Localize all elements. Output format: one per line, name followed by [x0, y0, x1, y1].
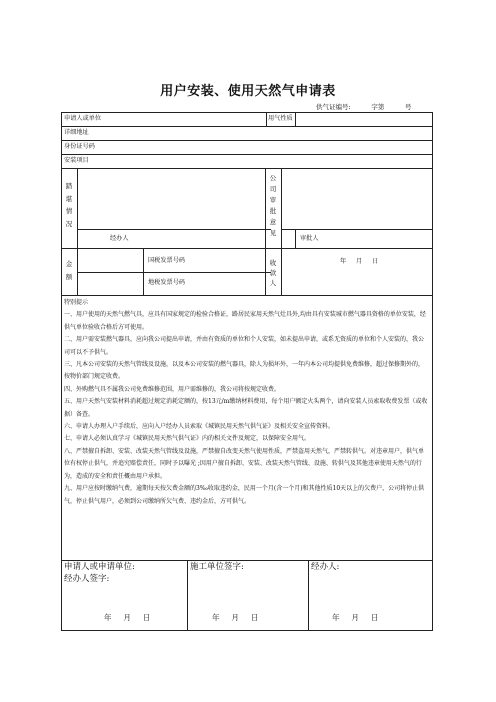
amount-label: 金 额: [65, 260, 73, 281]
date-contractor: 年 月 日: [212, 613, 259, 622]
applicant-label: 申请人或单位: [64, 115, 102, 122]
applicant-signature-label: 申请人或申请单位:: [64, 562, 135, 572]
contractor-signature-label: 施工单位签字:: [190, 562, 244, 572]
date-applicant: 年 月 日: [104, 613, 151, 622]
note-item: 四、外购燃气具不属我公司免费维修范围，用户需维修的，我公司将按规定收费。: [64, 385, 281, 393]
company-opinion-label: 公 司 审 批 意 见: [269, 174, 277, 237]
receiver-label: 收 款 人: [269, 259, 277, 287]
special-notes: [64, 297, 429, 508]
survey-handler-label: 经办人: [110, 235, 129, 242]
survey-label: 踏 堪 情 况: [65, 182, 73, 228]
note-item: 五、用户天然气安装材料消耗超过规定消耗定额的，按13元/m缴纳材料费用，每个用户额定火头两个，请向安装人员索取收费发票（或收据）备查。: [64, 398, 428, 418]
handler-label: 经办人:: [311, 562, 340, 572]
approver-label: 审批人: [300, 235, 319, 242]
handler-signature-label: 经办人签字:: [64, 574, 110, 584]
page-title: 用户安装、使用天然气申请表: [160, 84, 336, 99]
cert-number: 供气证编号: 字第 号: [316, 103, 412, 111]
state-tax-invoice-label: 国税发票号码: [148, 257, 186, 264]
note-item: 三、凡本公司安装的天然气管线及设施，以及本公司安装的燃气器具，除人为损坏外，一年内本公司均提供免费维修，超过保修期外的，按物价部门规定收费。: [64, 361, 425, 381]
note-item: 一、用户使用的天然气燃气具，应具有国家规定的检验合格证，路居民家用天然气灶具外,均由具有安装城市燃气器具资格的单位安装，经供气单位验收合格后方可使用。: [64, 311, 426, 331]
note-item: 七、申请人必须认真学习《城镇民用天然气供气证》内的相关文件及规定，以保障安全用气。: [64, 435, 311, 443]
note-item: 八、严禁擅自拆卸、安装、改装天然气管线及设施，严禁擅自改变天然气使用性质，严禁盗用天然气，严禁转供气。对违章用户，供气单位有权停止供气，并追究赔偿责任，同时予以曝光 ;因用户擅自拆卸、安装、改装天然气管线、设施、转供气及其他违章使用天然气的行为，造成的安全和责任概由用户承担。: [64, 447, 425, 480]
address-label: 详细地址: [64, 129, 89, 136]
note-item: 二、用户需安装燃气器具，应向我公司提出申请，并由有资质的单位和个人安装，如未提出申请，或系无资质的单位和个人安装的，我公司可以不予供气。: [64, 336, 425, 356]
date-handler: 年 月 日: [332, 613, 379, 622]
gas-nature-label: 用气性质: [268, 115, 293, 122]
project-label: 安装项目: [64, 157, 89, 164]
amount-date: 年 月 日: [340, 258, 379, 265]
note-item: 九、用户应按时缴纳气费，逾期每天按欠费金额的3‰收取违约金，民用一个月(含一个月)和其他性质10天以上的欠费户，公司将停止供气，停止供气用户，必须到公司缴纳所欠气费、违约金后，方可供气。: [64, 485, 425, 505]
id-number-label: 身份证号码: [64, 143, 95, 150]
note-item: 六、申请人办理入户手续后，应向入户经办人员索取《城镇民用天然气供气证》及相关安全宣传资料。: [64, 423, 335, 431]
notes-heading: 特别提示: [64, 299, 89, 306]
local-tax-invoice-label: 地税发票号码: [148, 279, 186, 286]
